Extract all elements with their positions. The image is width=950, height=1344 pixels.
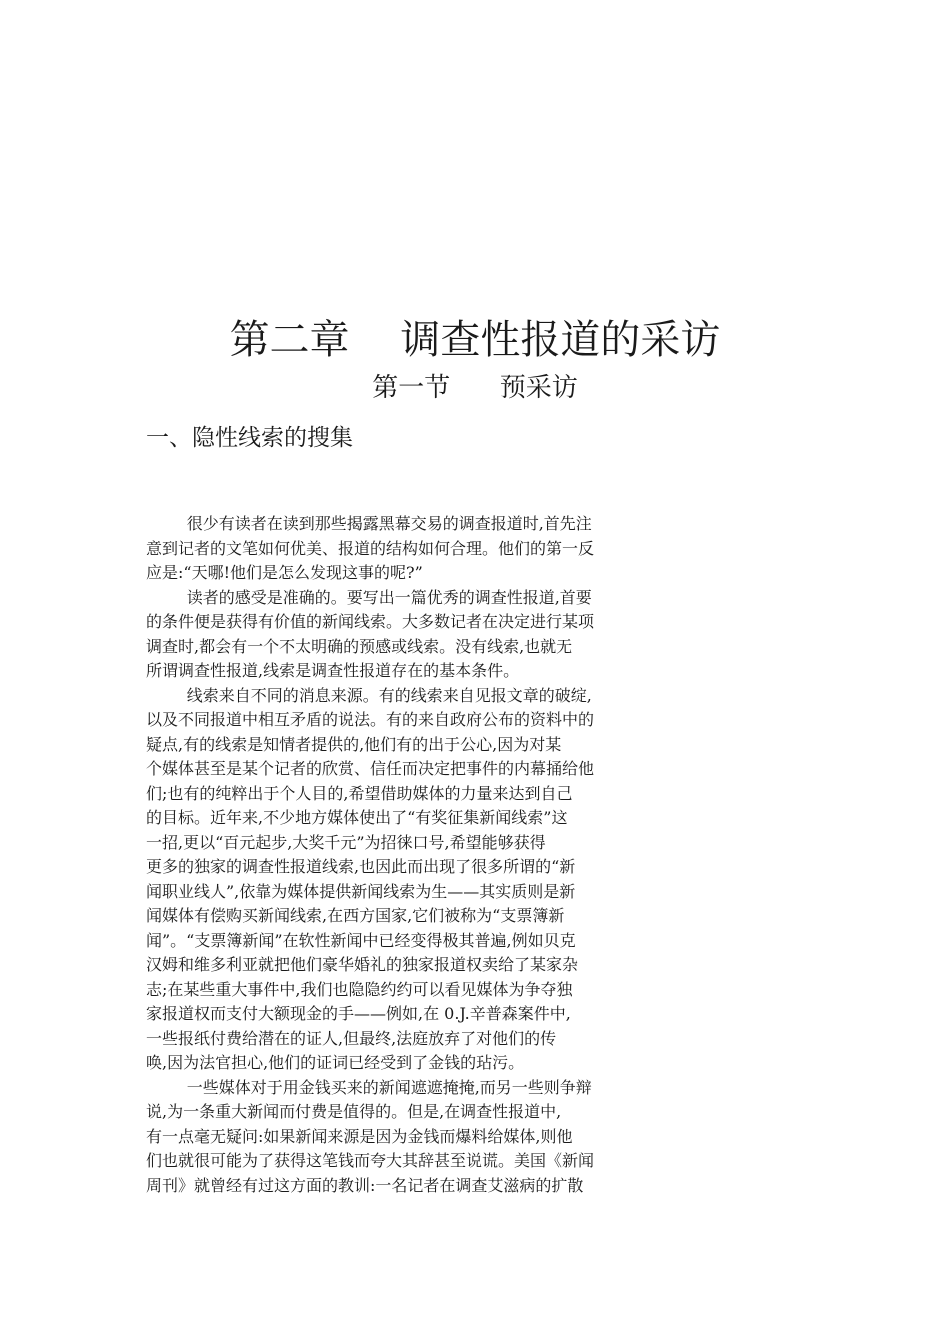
body-line: 的目标。近年来,不少地方媒体使出了“有奖征集新闻线索”这 [146,808,568,827]
body-line: 疑点,有的线索是知情者提供的,他们有的出于公心,因为对某 [146,734,562,754]
body-line: 的条件便是获得有价值的新闻线索。大多数记者在决定进行某项 [146,612,595,631]
body-line: 很少有读者在读到那些揭露黑幕交易的调查报道时,首先注 [146,514,592,533]
body-line: 个媒体甚至是某个记者的欣赏、信任而决定把事件的内幕捅给他 [146,759,595,778]
section-title: 第一节 预采访 [372,373,578,403]
body-line: 读者的感受是准确的。要写出一篇优秀的调查性报道,首要 [146,587,592,607]
body-line: 汉姆和维多利亚就把他们豪华婚礼的独家报道权卖给了某家杂 [146,955,579,974]
body-line: 闻媒体有偿购买新闻线索,在西方国家,它们被称为“支票簿新 [146,906,565,925]
body-line: 更多的独家的调查性报道线索,也因此而出现了很多所谓的“新 [146,857,576,876]
body-text [146,512,626,1198]
body-line: 调查时,都会有一个不太明确的预感或线索。没有线索,也就无 [146,636,573,656]
body-line: 应是:“天哪!他们是怎么发现这事的呢?” [146,563,423,582]
body-line: 闻”。“支票簿新闻”在软性新闻中已经变得极其普遍,例如贝克 [146,930,576,950]
body-line: 们;也有的纯粹出于个人目的,希望借助媒体的力量来达到自己 [146,783,573,803]
body-line: 一些报纸付费给潜在的证人,但最终,法庭放弃了对他们的传 [146,1028,557,1048]
chapter-title: 第二章 调查性报道的采访 [229,317,721,363]
body-line: 家报道权而支付大额现金的手——例如,在 0.J.辛普森案件中, [146,1004,571,1023]
subsection-title: 一、隐性线索的搜集 [146,425,353,451]
body-line: 们也就很可能为了获得这笔钱而夸大其辞甚至说谎。美国《新闻 [146,1151,595,1170]
body-line: 线索来自不同的消息来源。有的线索来自见报文章的破绽, [146,685,592,705]
body-line: 以及不同报道中相互矛盾的说法。有的来自政府公布的资料中的 [146,710,595,729]
body-line: 意到记者的文笔如何优美、报道的结构如何合理。他们的第一反 [146,538,595,558]
body-line: 唤,因为法官担心,他们的证词已经受到了金钱的玷污。 [146,1053,525,1072]
body-line: 一些媒体对于用金钱买来的新闻遮遮掩掩,而另一些则争辩 [146,1077,592,1097]
body-line: 一招,更以“百元起步,大奖千元”为招徕口号,希望能够获得 [146,832,546,852]
body-line: 有一点毫无疑问:如果新闻来源是因为金钱而爆料给媒体,则他 [146,1126,573,1146]
body-line: 闻职业线人”,依靠为媒体提供新闻线索为生——其实质则是新 [146,881,576,901]
body-line: 志;在某些重大事件中,我们也隐隐约约可以看见媒体为争夺独 [146,979,573,999]
body-line: 所谓调查性报道,线索是调查性报道存在的基本条件。 [146,661,520,680]
body-line: 周刊》就曾经有过这方面的教训:一名记者在调查艾滋病的扩散 [146,1175,584,1195]
body-line: 说,为一条重大新闻而付费是值得的。但是,在调查性报道中, [146,1102,562,1121]
